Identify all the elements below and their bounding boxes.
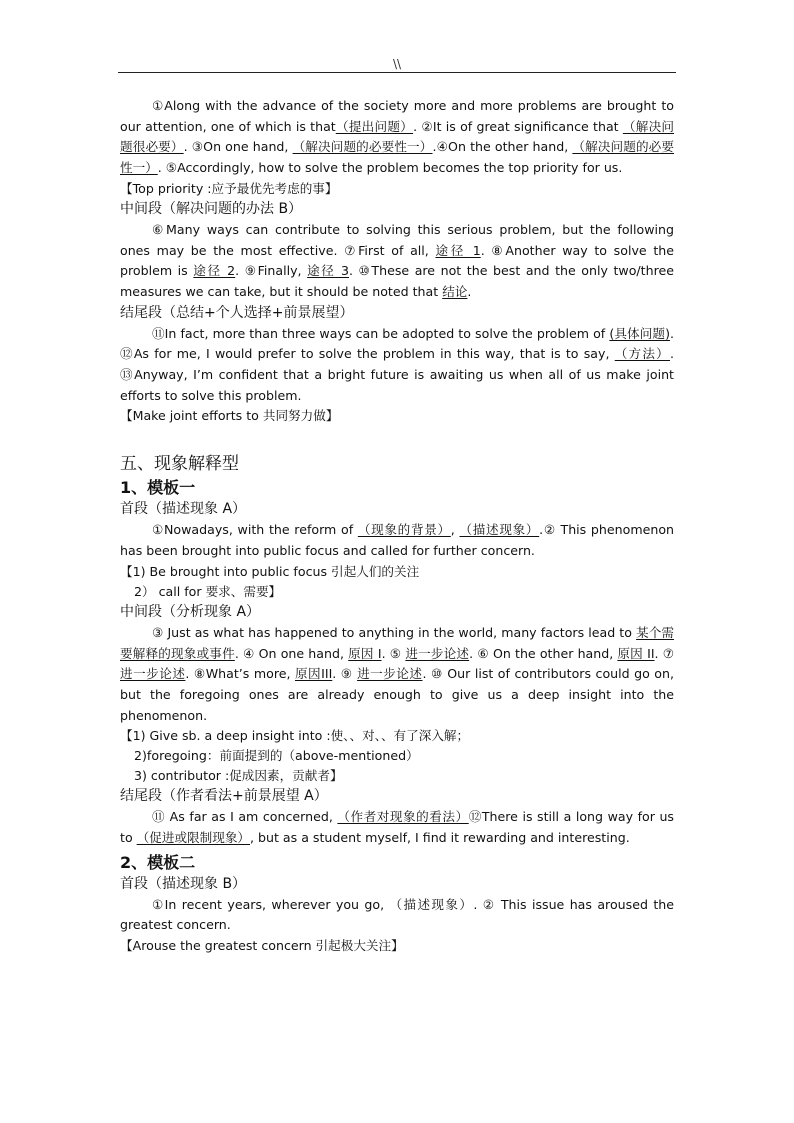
- text-run: ⑫There is still a long way for us to: [120, 809, 674, 846]
- blank-specific-problem: (具体问题): [609, 325, 670, 341]
- middle-paragraph-heading: 中间段（分析现象 A）: [120, 603, 261, 620]
- ending-paragraph-heading: 结尾段（总结+个人选择+前景展望）: [120, 304, 354, 321]
- text-run: . ⑥ On the other hand,: [469, 645, 618, 661]
- blank-opinion: （作者对现象的看法）: [337, 809, 469, 825]
- header-mark: \\: [392, 57, 402, 71]
- blank-describe: （描述现象）: [459, 522, 540, 538]
- vocab-note: 【1) Be brought into public focus 引起人们的关注: [120, 563, 420, 579]
- text-run: . ⑦: [654, 645, 675, 661]
- blank-phenomenon: 某个需要解释的现象或事件: [120, 624, 674, 661]
- blank-reason-2: 原因 II: [617, 645, 655, 661]
- text-run: . ⑫As for me, I would prefer to solve the problem in this way, that is to say,: [120, 325, 675, 362]
- text-run: . ⑩ Our list of contributors could go on, but the foregoing ones are already enough to give us a deep insight into the phenomenon.: [120, 666, 674, 723]
- text-run: ⑪In fact, more than three ways can be adopted to solve the problem of: [152, 325, 610, 341]
- vocab-note: 【Arouse the greatest concern 引起极大关注】: [120, 938, 404, 954]
- text-run: . ⑬Anyway, I’m confident that a bright future is awaiting us when all of us make joint efforts to solve this problem.: [120, 346, 675, 403]
- blank-conclusion: 结论: [442, 283, 468, 299]
- blank-promote-limit: （促进或限制现象）: [136, 830, 250, 846]
- blank-way-3: 途径 3: [307, 263, 349, 279]
- text-run: . ⑧What’s more,: [185, 666, 295, 682]
- text-run: . ④ On one hand,: [234, 645, 349, 661]
- text-run: ③ Just as what has happened to anything in the world, many factors lead to: [152, 624, 637, 640]
- text-run: . ③On one hand,: [183, 139, 293, 155]
- text-run: . ② This issue has aroused the greatest concern.: [120, 896, 675, 933]
- vocab-note: 2)foregoing：前面提到的（above-mentioned）: [134, 748, 419, 764]
- text-run: . ⑨Finally,: [235, 263, 308, 279]
- text-run: ①Along with the advance of the society more and more problems are brought to our attention, one of which is that: [120, 98, 674, 134]
- section-title: 五、现象解释型: [120, 454, 239, 475]
- vocab-note: 3) contributor :促成因素，贡献者】: [134, 768, 343, 784]
- header-rule: [118, 72, 676, 73]
- template-title: 2、模板二: [120, 852, 196, 872]
- vocab-note: 【Make joint efforts to 共同努力做】: [120, 408, 339, 424]
- paragraph-intro-problem: [120, 96, 674, 179]
- blank-way-2: 途径 2: [193, 263, 236, 279]
- blank-necessity: （解决问题很必要）: [120, 118, 675, 155]
- blank-elaborate-3: 进一步论述: [357, 666, 423, 682]
- text-run: ⑥Many ways can contribute to solving this serious problem, but the following ones may be the most effective. ⑦First of all,: [120, 221, 674, 258]
- text-run: , but as a student myself, I find it rewarding and interesting.: [250, 830, 630, 846]
- text-run: .④On the other hand,: [432, 139, 573, 155]
- blank-raise-problem: （提出问题）: [335, 118, 414, 134]
- text-run: . ⑤Accordingly, how to solve the problem becomes the top priority for us.: [157, 160, 623, 176]
- vocab-note: 2） call for 要求、需要】: [134, 583, 282, 599]
- blank-necessity-2: （解决问题的必要性一）: [120, 139, 674, 176]
- text-run: ①In recent years, wherever you go,: [152, 896, 390, 912]
- blank-elaborate-1: 进一步论述: [405, 645, 470, 661]
- blank-reason-3: 原因III: [294, 666, 333, 682]
- vocab-note: 【1) Give sb. a deep insight into :使、、对、、有了深入解；: [120, 728, 470, 744]
- text-run: . ⑩These are not the best and the only two/three measures we can take, but it should be noted that: [120, 263, 674, 299]
- blank-background: （现象的背景）: [357, 522, 451, 538]
- text-run: ⑪ As far as I am concerned,: [152, 809, 338, 825]
- text-run: . ②It is of great significance that: [413, 118, 623, 134]
- paragraph-describe-phenomenon: [120, 520, 674, 561]
- text-run: ①Nowadays, with the reform of: [152, 522, 358, 538]
- blank-method: （方法）: [614, 346, 670, 362]
- paragraph-solutions: [120, 220, 674, 303]
- middle-paragraph-heading: 中间段（解决问题的办法 B）: [120, 200, 303, 217]
- text-run: . ⑤: [381, 645, 406, 661]
- template-title: 1、模板一: [120, 478, 196, 498]
- paragraph-describe-phenomenon-b: [120, 895, 674, 936]
- text-run: .: [467, 283, 472, 299]
- text-run: . ⑨: [332, 666, 358, 682]
- paragraph-opinion: [120, 807, 674, 848]
- first-paragraph-heading: 首段（描述现象 A）: [120, 501, 247, 518]
- blank-describe: （描述现象）: [389, 896, 474, 912]
- ending-paragraph-heading: 结尾段（作者看法+前景展望 A）: [120, 788, 328, 805]
- first-paragraph-heading: 首段（描述现象 B）: [120, 875, 247, 892]
- blank-reason-1: 原因 I: [348, 645, 382, 661]
- paragraph-analyze: [120, 623, 674, 727]
- text-run: ,: [450, 522, 460, 538]
- text-run: . ⑧Another way to solve the problem is: [120, 242, 674, 279]
- blank-elaborate-2: 进一步论述: [120, 666, 186, 682]
- vocab-note: 【Top priority :应予最优先考虑的事】: [120, 180, 338, 196]
- blank-way-1: 途径 1: [435, 242, 481, 258]
- blank-necessity-1: （解决问题的必要性一）: [292, 139, 433, 155]
- document-body: [120, 96, 674, 956]
- text-run: .② This phenomenon has been brought into public focus and called for further concern.: [120, 522, 675, 559]
- paragraph-ending: [120, 324, 674, 407]
